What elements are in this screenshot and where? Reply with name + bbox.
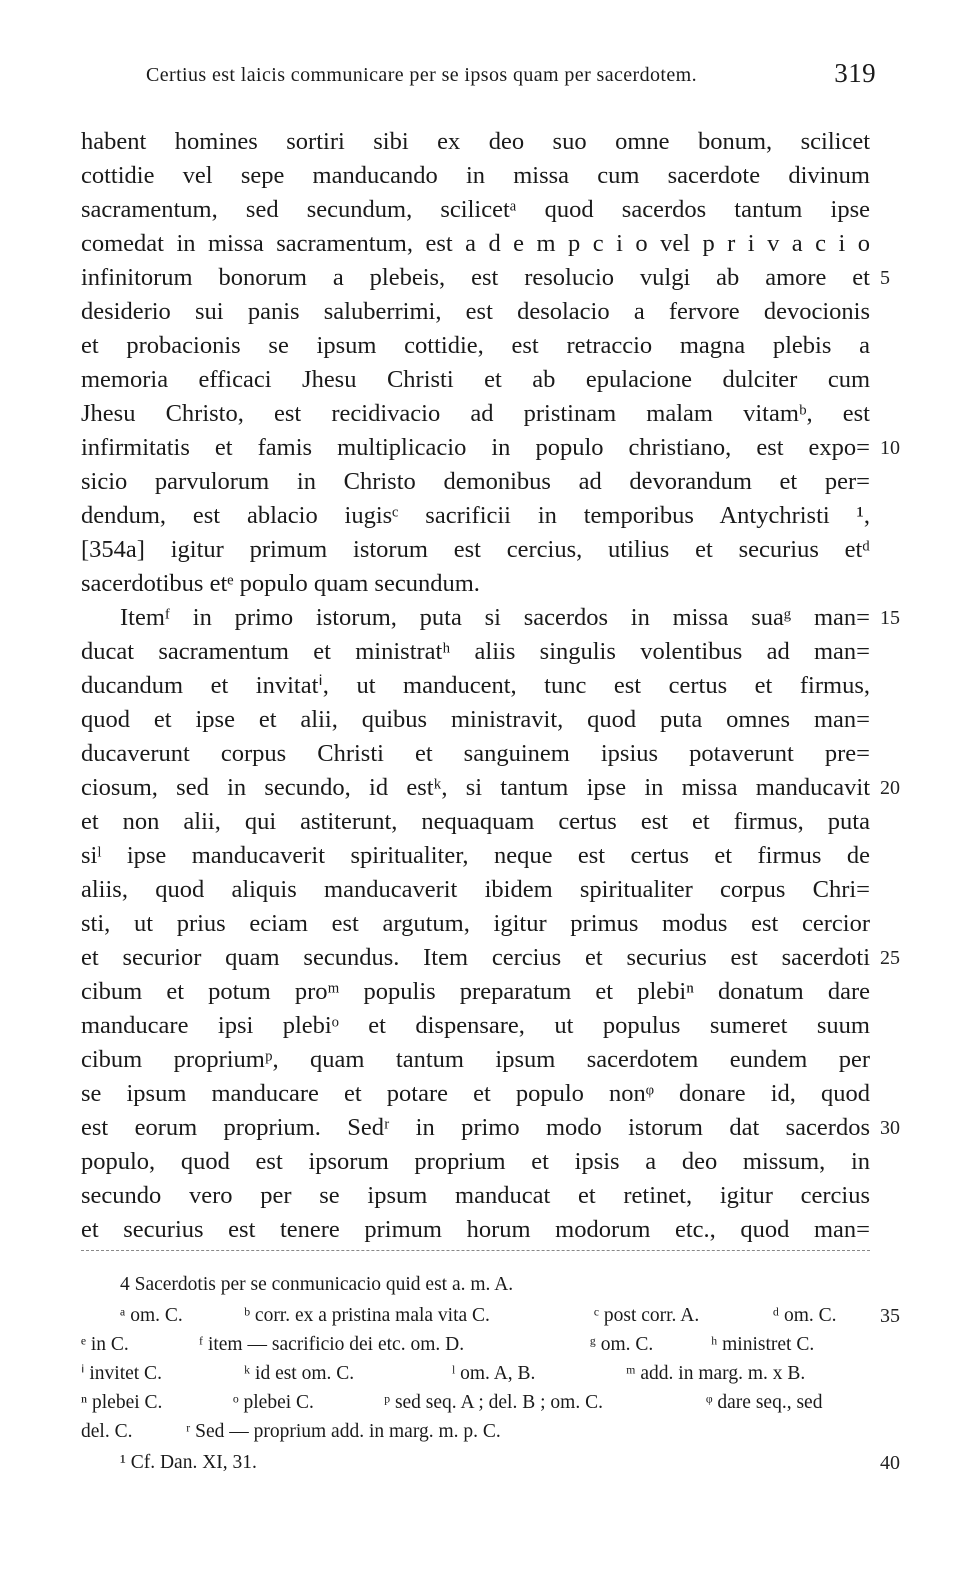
apparatus-note: ᵐ add. in marg. m. x B. <box>626 1363 806 1384</box>
apparatus-note: ᵃ om. C. <box>120 1305 183 1326</box>
text-line: Jhesu Christo, est recidivacio ad pristinam malam vitamᵇ, est <box>81 400 870 427</box>
page-number: 319 <box>834 58 876 88</box>
text-line: et securius est tenere primum horum modorum etc., quod man= <box>81 1216 870 1243</box>
text-line: sti, ut prius eciam est argutum, igitur primus modus est cercior <box>81 910 870 937</box>
apparatus-note: ᵍ om. C. <box>590 1334 654 1355</box>
text-line: et probacionis se ipsum cottidie, est retraccio magna plebis a <box>81 332 870 359</box>
apparatus-note: ᶜ post corr. A. <box>594 1305 700 1326</box>
text-line: secundo vero per se ipsum manducat et retinet, igitur cercius <box>81 1182 870 1209</box>
line-number: 30 <box>880 1117 900 1139</box>
text-line: habent homines sortiri sibi ex deo suo omne bonum, scilicet <box>81 128 870 155</box>
line-number: 25 <box>880 947 900 969</box>
text-line: sacerdotibus etᵉ populo quam secundum. <box>81 570 480 597</box>
text-line: se ipsum manducare et potare et populo nonᵠ donare id, quod <box>81 1080 870 1107</box>
text-line: desiderio sui panis saluberrimi, est desolacio a fervore devocionis <box>81 298 870 325</box>
text-line: siˡ ipse manducaverit spiritualiter, neque est certus et firmus de <box>81 842 870 869</box>
footnote-divider <box>81 1250 870 1251</box>
text-line: quod et ipse et alii, quibus ministravit, quod puta omnes man= <box>81 706 870 733</box>
apparatus-note: ᵉ in C. <box>81 1334 129 1355</box>
text-line: infinitorum bonorum a plebeis, est resolucio vulgi ab amore et <box>81 264 870 291</box>
running-head <box>146 58 876 92</box>
text-line: est eorum proprium. Sedʳ in primo modo istorum dat sacerdos <box>81 1114 870 1141</box>
line-number: 10 <box>880 437 900 459</box>
apparatus-note: ⁿ plebei C. <box>81 1392 163 1413</box>
text-line: cibum et potum proᵐ populis preparatum et plebiⁿ donatum dare <box>81 978 870 1005</box>
text-line: ducaverunt corpus Christi et sanguinem ipsius potaverunt pre= <box>81 740 870 767</box>
text-line: ducandum et invitatⁱ, ut manducent, tunc est certus et firmus, <box>81 672 870 699</box>
line-number: 15 <box>880 607 900 629</box>
apparatus-note: ⁱ invitet C. <box>81 1363 162 1384</box>
text-line: ducat sacramentum et ministratʰ aliis singulis volentibus ad man= <box>81 638 870 665</box>
text-line: aliis, quod aliquis manducaverit ibidem spiritualiter corpus Chri= <box>81 876 870 903</box>
apparatus-note: ʰ ministret C. <box>711 1334 815 1355</box>
text-line: Itemᶠ in primo istorum, puta si sacerdos in missa suaᵍ man= <box>120 604 870 631</box>
apparatus-note: ᵏ id est om. C. <box>244 1363 355 1384</box>
text-line: manducare ipsi plebiᵒ et dispensare, ut populus sumeret suum <box>81 1012 870 1039</box>
text-line: et non alii, qui astiterunt, nequaquam certus est et firmus, puta <box>81 808 870 835</box>
apparatus-note: ᵒ plebei C. <box>233 1392 314 1413</box>
apparatus-note: ᵇ corr. ex a pristina mala vita C. <box>244 1305 490 1326</box>
running-title: Certius est laicis communicare per se ipsos quam per sacerdotem. <box>146 64 697 86</box>
apparatus-note: ᵖ sed seq. A ; del. B ; om. C. <box>384 1392 603 1413</box>
text-line: memoria efficaci Jhesu Christi et ab epulacione dulciter cum <box>81 366 870 393</box>
apparatus-note: ˡ om. A, B. <box>452 1363 536 1384</box>
line-number: 5 <box>880 267 890 289</box>
text-line: infirmitatis et famis multiplicacio in populo christiano, est expo= <box>81 434 870 461</box>
apparatus-note: ᵈ om. C. <box>773 1305 837 1326</box>
apparatus-note: ᵠ dare seq., sed <box>706 1392 823 1413</box>
apparatus-note: del. C. <box>81 1421 133 1442</box>
apparatus-note: ʳ Sed — proprium add. in marg. m. p. C. <box>186 1421 501 1442</box>
apparatus-note: ᶠ item — sacrificio dei etc. om. D. <box>199 1334 465 1355</box>
text-line: et securior quam secundus. Item cercius et securius est sacerdoti <box>81 944 870 971</box>
source-note: ¹ Cf. Dan. XI, 31. <box>120 1452 257 1473</box>
text-line: comedat in missa sacramentum, est a d e m p c i o vel p r i v a c i o <box>81 230 870 257</box>
line-number: 20 <box>880 777 900 799</box>
text-line: sicio parvulorum in Christo demonibus ad devorandum et per= <box>81 468 870 495</box>
text-line: ciosum, sed in secundo, id estᵏ, si tantum ipse in missa manducavit <box>81 774 870 801</box>
text-line: cottidie vel sepe manducando in missa cum sacerdote divinum <box>81 162 870 189</box>
text-line: cibum propriumᵖ, quam tantum ipsum sacerdotem eundem per <box>81 1046 870 1073</box>
text-line: populo, quod est ipsorum proprium et ipsis a deo missum, in <box>81 1148 870 1175</box>
text-line: sacramentum, sed secundum, scilicetᵃ quod sacerdos tantum ipse <box>81 196 870 223</box>
marginal-note: 4 Sacerdotis per se conmunicacio quid est a. m. A. <box>120 1274 514 1295</box>
line-number: 40 <box>880 1452 900 1474</box>
text-line: dendum, est ablacio iugisᶜ sacrificii in temporibus Antychristi ¹, <box>81 502 870 529</box>
text-line: [354a] igitur primum istorum est cercius, utilius et securius etᵈ <box>81 536 870 563</box>
line-number: 35 <box>880 1305 900 1327</box>
